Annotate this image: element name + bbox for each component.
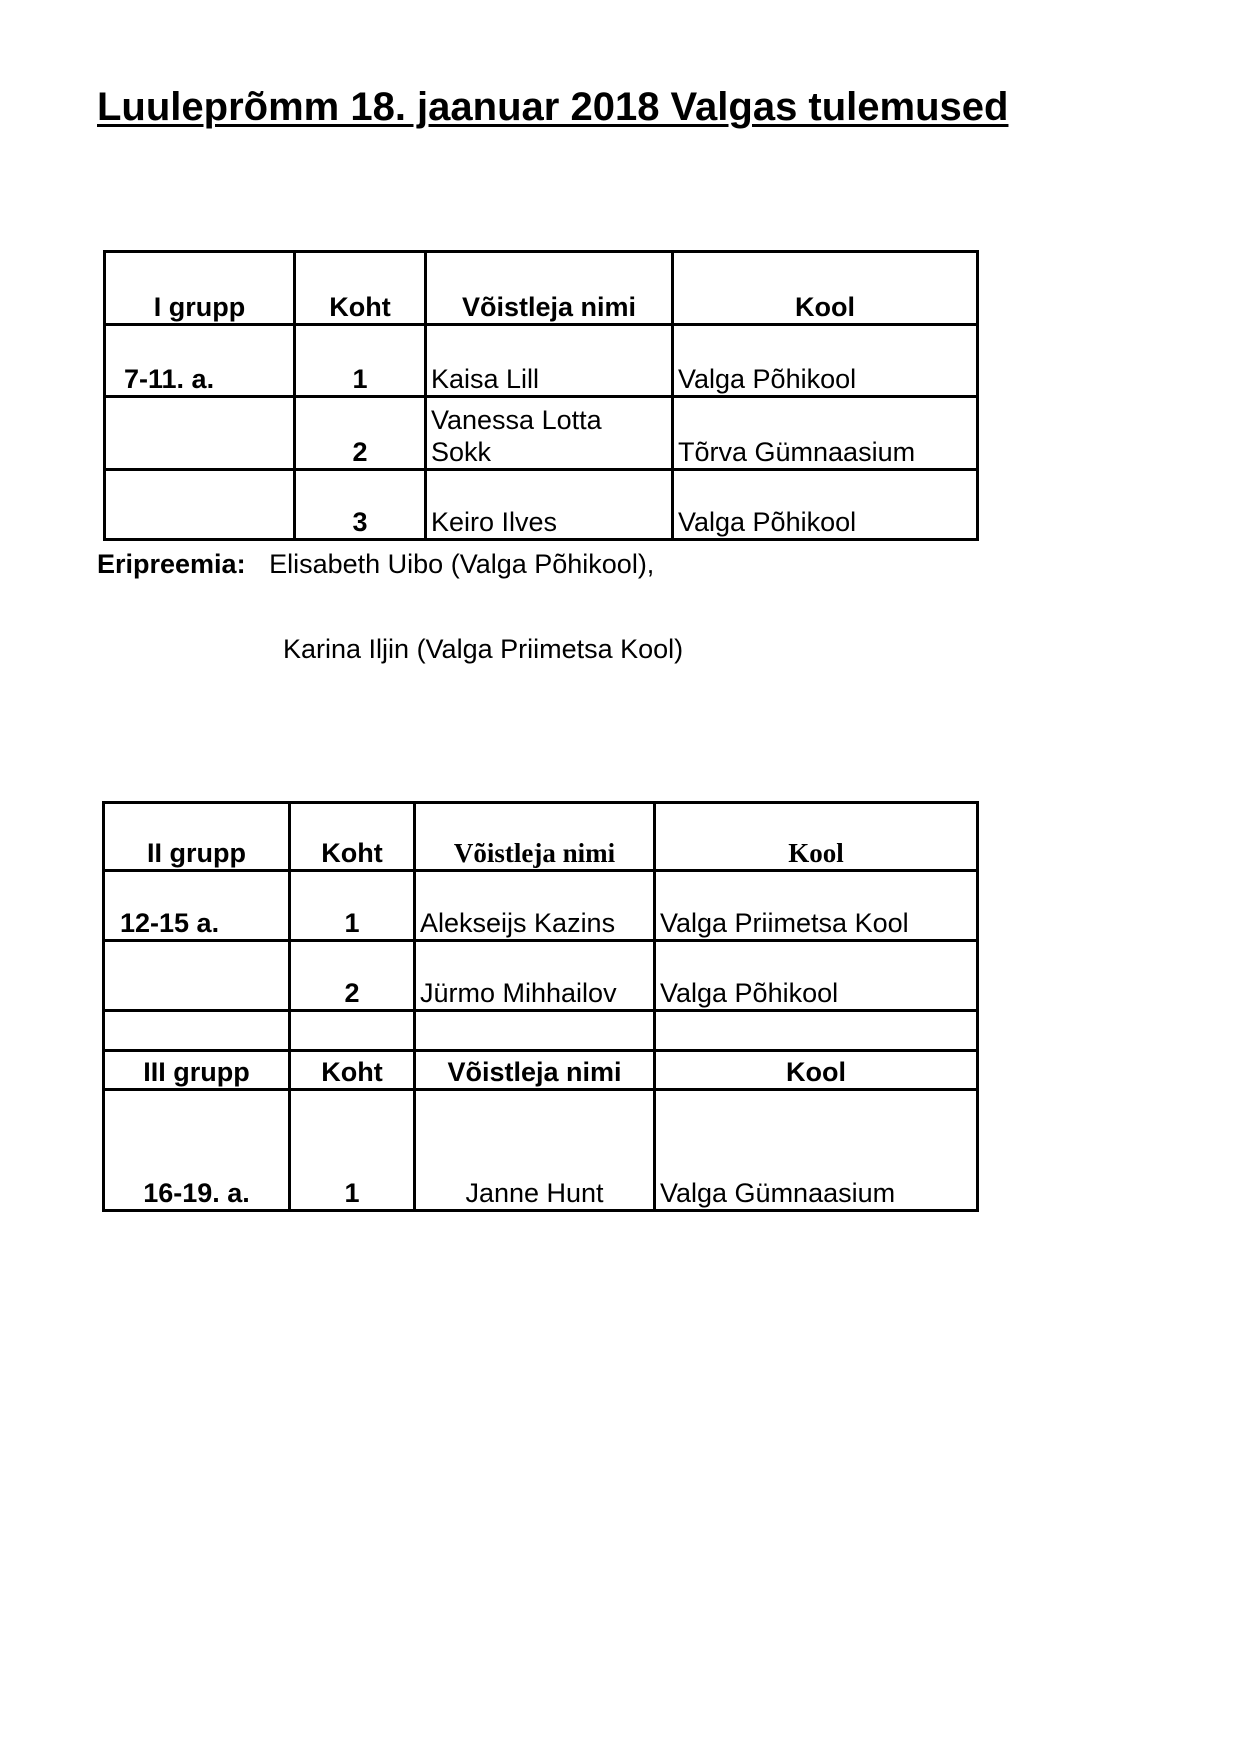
header-name: Võistleja nimi (415, 803, 655, 871)
place-cell: 2 (290, 941, 415, 1011)
header-group: II grupp (104, 803, 290, 871)
age-group: 7-11. a. (105, 325, 295, 397)
page-title: Luuleprõmm 18. jaanuar 2018 Valgas tulemused (97, 85, 1009, 129)
school-cell: Valga Põhikool (655, 941, 978, 1011)
empty-cell (105, 397, 295, 470)
age-group: 12-15 a. (104, 871, 290, 941)
place-cell: 1 (290, 1090, 415, 1211)
table-row (105, 470, 978, 540)
name-cell: Alekseijs Kazins (415, 871, 655, 941)
school-cell: Valga Priimetsa Kool (655, 871, 978, 941)
header-name: Võistleja nimi (426, 252, 673, 325)
group1-results-table (103, 250, 979, 541)
special-prize-winner: Karina Iljin (Valga Priimetsa Kool) (283, 634, 684, 664)
table-row (104, 941, 978, 1011)
table-row (105, 325, 978, 397)
special-prize-label: Eripreemia: (97, 549, 246, 579)
place-cell: 1 (290, 871, 415, 941)
header-school: Kool (655, 1051, 978, 1090)
empty-cell (290, 1011, 415, 1051)
table-header-row (104, 803, 978, 871)
table-row (104, 1090, 978, 1211)
name-line: Vanessa Lotta (431, 405, 602, 435)
empty-cell (104, 941, 290, 1011)
header-place: Koht (295, 252, 426, 325)
empty-cell (655, 1011, 978, 1051)
place-cell: 1 (295, 325, 426, 397)
header-place: Koht (290, 803, 415, 871)
school-cell: Valga Gümnaasium (655, 1090, 978, 1211)
name-cell: Janne Hunt (415, 1090, 655, 1211)
empty-cell (104, 1011, 290, 1051)
name-line: Sokk (431, 437, 492, 467)
age-group: 16-19. a. (104, 1090, 290, 1211)
header-name: Võistleja nimi (415, 1051, 655, 1090)
place-cell: 3 (295, 470, 426, 540)
table-row (104, 871, 978, 941)
table-header-row (105, 252, 978, 325)
empty-cell (415, 1011, 655, 1051)
special-prize (97, 549, 654, 580)
name-cell: Keiro Ilves (426, 470, 673, 540)
table-header-row (104, 1051, 978, 1090)
table-row (105, 397, 978, 470)
header-group: III grupp (104, 1051, 290, 1090)
name-cell (426, 397, 673, 470)
header-school: Kool (673, 252, 978, 325)
place-cell: 2 (295, 397, 426, 470)
special-prize-winner: Elisabeth Uibo (Valga Põhikool), (269, 549, 655, 579)
school-cell: Valga Põhikool (673, 325, 978, 397)
name-cell: Jürmo Mihhailov (415, 941, 655, 1011)
name-cell: Kaisa Lill (426, 325, 673, 397)
header-school: Kool (655, 803, 978, 871)
empty-row (104, 1011, 978, 1051)
school-cell: Tõrva Gümnaasium (673, 397, 978, 470)
header-group: I grupp (105, 252, 295, 325)
school-cell: Valga Põhikool (673, 470, 978, 540)
empty-cell (105, 470, 295, 540)
group2-group3-results-table (102, 801, 979, 1212)
header-place: Koht (290, 1051, 415, 1090)
